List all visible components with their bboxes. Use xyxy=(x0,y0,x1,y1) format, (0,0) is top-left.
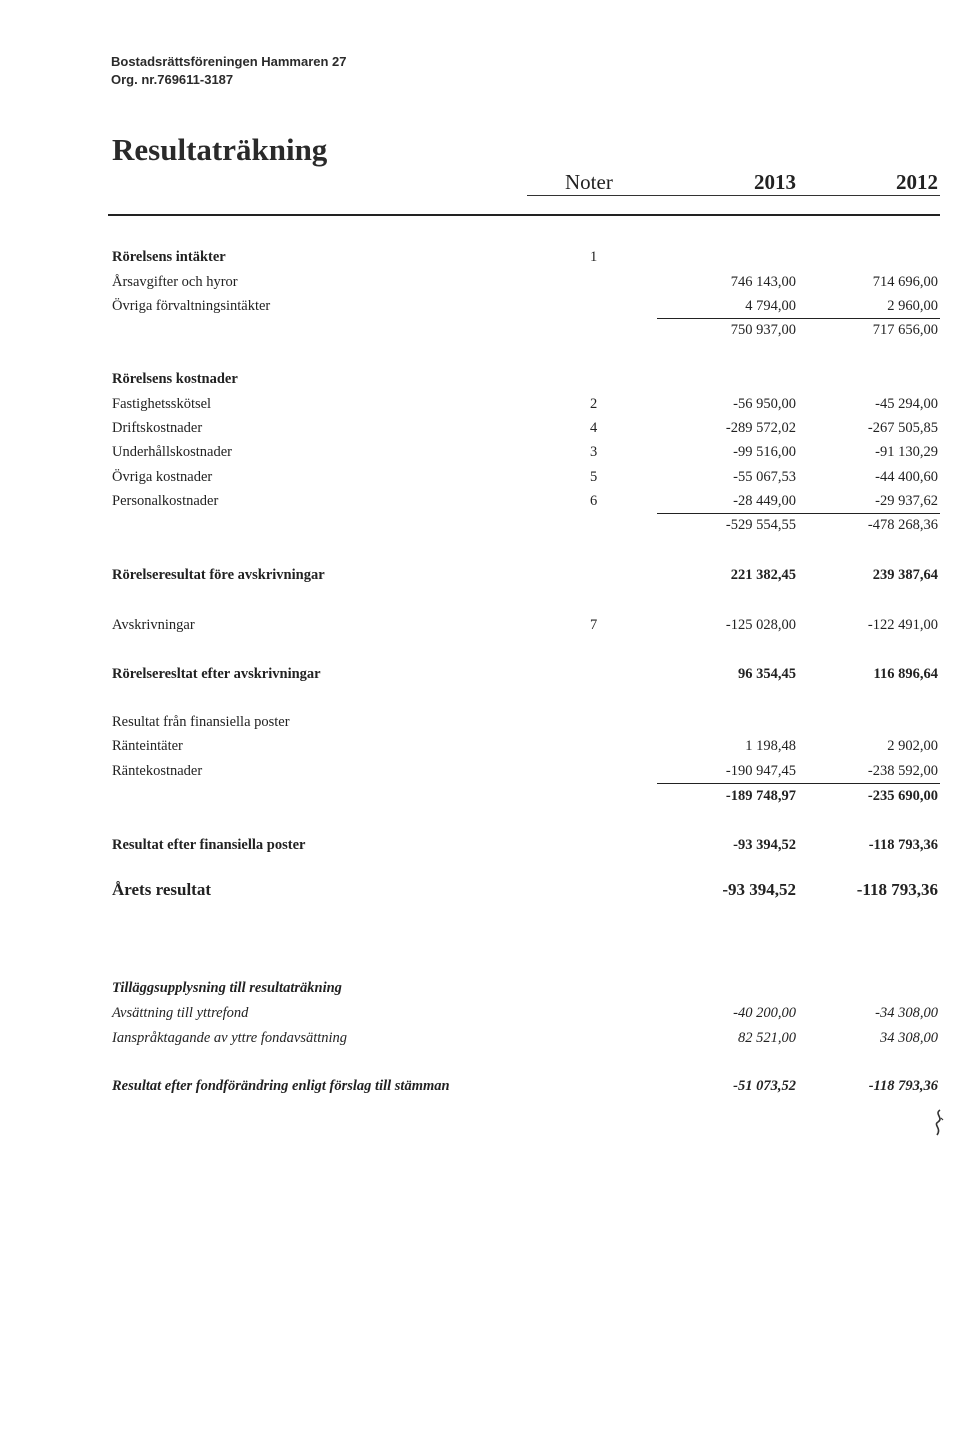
value-2013: 96 354,45 xyxy=(738,666,796,682)
value-2013: -289 572,02 xyxy=(725,420,796,436)
note-number: 4 xyxy=(590,420,598,436)
row-label: Räntekostnader xyxy=(112,763,203,779)
value-2013: -51 073,52 xyxy=(733,1078,796,1094)
result-after-financial-label: Resultat efter finansiella poster xyxy=(112,837,306,853)
signature-initial-icon xyxy=(930,1108,948,1138)
row-label: Avsättning till yttrefond xyxy=(112,1005,249,1021)
value-2012: -44 400,60 xyxy=(875,469,938,485)
organization-number: Org. nr.769611-3187 xyxy=(111,72,234,87)
value-2012: -267 505,85 xyxy=(867,420,938,436)
row-label: Övriga kostnader xyxy=(112,469,213,485)
value-2013: -99 516,00 xyxy=(733,444,796,460)
annual-result-label: Årets resultat xyxy=(112,880,211,899)
column-header-noter: Noter xyxy=(565,170,613,194)
value-2013: -28 449,00 xyxy=(733,493,796,509)
depreciation-label: Avskrivningar xyxy=(112,617,195,633)
sum-rule xyxy=(657,783,940,784)
note-number: 6 xyxy=(590,493,598,509)
header-divider xyxy=(108,214,940,216)
value-2012: -118 793,36 xyxy=(868,1078,938,1094)
value-2013: -55 067,53 xyxy=(733,469,796,485)
value-2012: 116 896,64 xyxy=(873,666,938,682)
value-2013: 746 143,00 xyxy=(730,274,796,290)
value-2013: -190 947,45 xyxy=(725,763,796,779)
value-2013: -93 394,52 xyxy=(722,880,796,899)
result-before-depreciation-label: Rörelseresultat före avskrivningar xyxy=(112,567,325,583)
supplementary-heading: Tilläggsupplysning till resultaträkning xyxy=(112,980,342,996)
sum-rule xyxy=(657,318,940,319)
value-2012: 2 902,00 xyxy=(887,738,938,754)
value-2013: 82 521,00 xyxy=(738,1030,796,1046)
note-number: 7 xyxy=(590,617,598,633)
section-heading-intakter: Rörelsens intäkter xyxy=(112,249,226,265)
value-2013: -93 394,52 xyxy=(733,837,796,853)
sum-2013: 750 937,00 xyxy=(730,322,796,338)
note-number: 1 xyxy=(590,249,598,265)
value-2012: -122 491,00 xyxy=(867,617,938,633)
page-title: Resultaträkning xyxy=(112,132,328,167)
column-header-2012: 2012 xyxy=(896,170,938,194)
row-label: Årsavgifter och hyror xyxy=(112,274,238,290)
sum-rule xyxy=(657,513,940,514)
result-after-depreciation-label: Rörelseresltat efter avskrivningar xyxy=(112,666,321,682)
sum-2013: -189 748,97 xyxy=(725,788,796,804)
row-label: Ränteintäter xyxy=(112,738,183,754)
sum-2012: -478 268,36 xyxy=(867,517,938,533)
column-header-2013: 2013 xyxy=(754,170,796,194)
note-number: 2 xyxy=(590,396,598,412)
row-label: Underhållskostnader xyxy=(112,444,232,460)
value-2012: -45 294,00 xyxy=(875,396,938,412)
value-2013: 4 794,00 xyxy=(745,298,796,314)
value-2013: -40 200,00 xyxy=(733,1005,796,1021)
value-2012: -34 308,00 xyxy=(875,1005,938,1021)
value-2012: -118 793,36 xyxy=(856,880,938,899)
sum-2013: -529 554,55 xyxy=(725,517,796,533)
organization-name: Bostadsrättsföreningen Hammaren 27 xyxy=(111,54,347,69)
row-label: Ianspråktagande av yttre fondavsättning xyxy=(112,1030,348,1046)
note-number: 3 xyxy=(590,444,598,460)
value-2012: 714 696,00 xyxy=(872,274,938,290)
result-after-fund-change-label: Resultat efter fondförändring enligt förslag till stämman xyxy=(112,1078,450,1094)
row-label: Personalkostnader xyxy=(112,493,219,509)
sum-2012: -235 690,00 xyxy=(867,788,938,804)
row-label: Driftskostnader xyxy=(112,420,203,436)
value-2012: -91 130,29 xyxy=(875,444,938,460)
section-heading-finansiella: Resultat från finansiella poster xyxy=(112,714,290,730)
row-label: Fastighetsskötsel xyxy=(112,396,212,412)
sum-2012: 717 656,00 xyxy=(872,322,938,338)
section-heading-kostnader: Rörelsens kostnader xyxy=(112,371,238,387)
note-number: 5 xyxy=(590,469,598,485)
value-2012: -29 937,62 xyxy=(875,493,938,509)
value-2013: -56 950,00 xyxy=(733,396,796,412)
value-2012: -118 793,36 xyxy=(868,837,938,853)
row-label: Övriga förvaltningsintäkter xyxy=(112,298,271,314)
value-2013: 1 198,48 xyxy=(745,738,796,754)
value-2012: 239 387,64 xyxy=(872,567,938,583)
header-underline xyxy=(527,195,940,196)
value-2012: 2 960,00 xyxy=(887,298,938,314)
value-2012: 34 308,00 xyxy=(880,1030,938,1046)
value-2013: -125 028,00 xyxy=(725,617,796,633)
value-2012: -238 592,00 xyxy=(867,763,938,779)
value-2013: 221 382,45 xyxy=(730,567,796,583)
